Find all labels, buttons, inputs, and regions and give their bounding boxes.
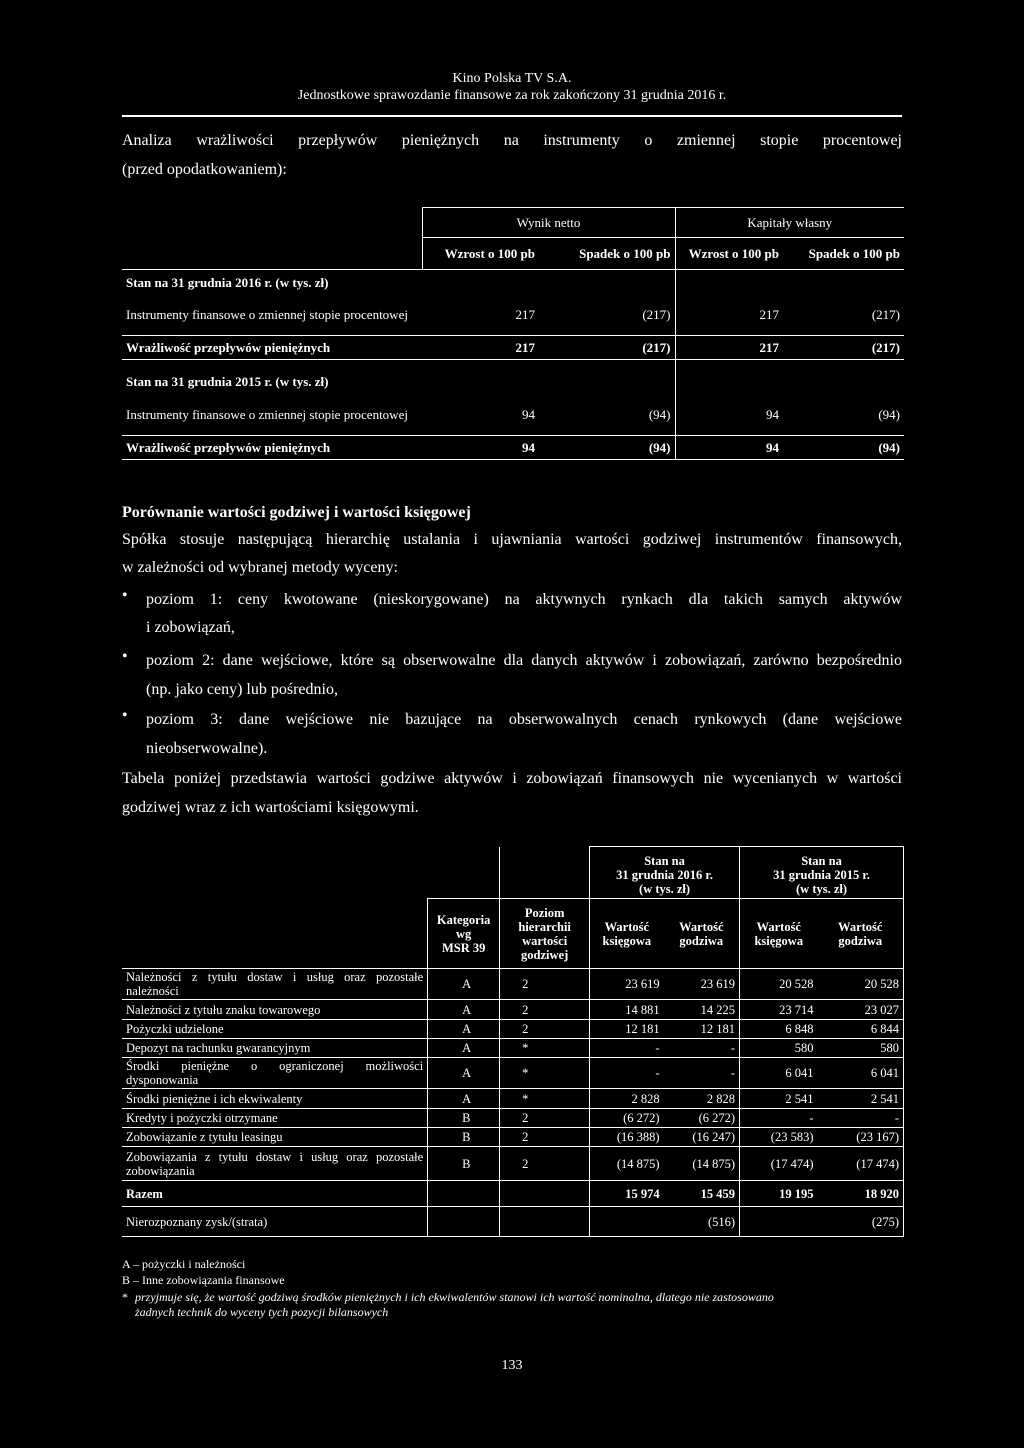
category-header: Kategoria wg MSR 39 xyxy=(428,899,500,969)
section-title-row xyxy=(122,368,904,396)
book-value-header: Wartość księgowa xyxy=(740,899,818,969)
total-value: 94 xyxy=(675,436,783,460)
bullet-item-3: poziom 3: dane wejściowe nie bazujące na obserwowalnych cenach rynkowych (dane wejściowe xyxy=(146,711,902,728)
value-cell: (217) xyxy=(539,296,675,336)
footnote-a: A – pożyczki i należności xyxy=(122,1257,246,1271)
bullet-item-1: poziom 1: ceny kwotowane (nieskorygowane) na aktywnych rynkach dla takich samych aktywów xyxy=(146,591,902,608)
row-label: Instrumenty finansowe o zmiennej stopie procentowej xyxy=(122,296,422,336)
row-label: Instrumenty finansowe o zmiennej stopie procentowej xyxy=(122,396,422,436)
group-result-header: Wynik netto xyxy=(422,208,675,238)
col-header: Wzrost o 100 pb xyxy=(688,245,779,261)
total-label: Wrażliwość przepływów pieniężnych xyxy=(122,336,422,360)
fair-value-para1-line2: w zależności od wybranej metody wyceny: xyxy=(122,559,398,576)
period-2015-header: Stan na 31 grudnia 2015 r. (w tys. zł) xyxy=(740,847,904,899)
table-row: Środki pieniężne i ich ekwiwalenty A * 2 828 2 828 2 541 2 541 xyxy=(122,1089,904,1109)
total-row xyxy=(122,436,904,460)
sensitivity-intro-line1: Analiza wrażliwości przepływów pieniężnych na instrumenty o zmiennej stopie procentowej xyxy=(122,132,902,149)
bullet-mark: • xyxy=(122,648,128,665)
fv-col-header-row xyxy=(122,899,904,969)
sensitivity-intro-line2: (przed opodatkowaniem): xyxy=(122,161,287,178)
value-cell: 94 xyxy=(675,396,783,436)
total-value: (217) xyxy=(539,336,675,360)
total-value: (217) xyxy=(783,336,904,360)
table-row: Środki pieniężne o ograniczonej możliwości dysponowania A * - - 6 041 6 041 xyxy=(122,1058,904,1089)
bullet-item-2-cont: (np. jako ceny) lub pośrednio, xyxy=(146,681,338,698)
section-title: Stan na 31 grudnia 2015 r. (w tys. zł) xyxy=(126,373,329,389)
table-row: Pożyczki udzielone A 2 12 181 12 181 6 848 6 844 xyxy=(122,1020,904,1039)
total-value: 217 xyxy=(675,336,783,360)
value-cell: (217) xyxy=(783,296,904,336)
table-row: Należności z tytułu dostaw i usług oraz pozostałe należności A 2 23 619 23 619 20 528 20 528 xyxy=(122,969,904,1000)
section-title-row xyxy=(122,270,904,296)
bullet-mark: • xyxy=(122,707,128,724)
report-title: Jednostkowe sprawozdanie finansowe za rok zakończony 31 grudnia 2016 r. xyxy=(297,88,727,103)
instrument-row xyxy=(122,296,904,336)
unrecognized-row: Nierozpoznany zysk/(strata) (516) (275) xyxy=(122,1207,904,1237)
table-row: Należności z tytułu znaku towarowego A 2 14 881 14 225 23 714 23 027 xyxy=(122,1000,904,1020)
table-row: Zobowiązania z tytułu dostaw i usług oraz pozostałe zobowiązania B 2 (14 875) (14 875) (17 474) (17 474) xyxy=(122,1147,904,1181)
page-header xyxy=(0,70,1024,104)
table-row: Depozyt na rachunku gwarancyjnym A * - - 580 580 xyxy=(122,1039,904,1058)
value-cell: (94) xyxy=(539,396,675,436)
value-cell: (94) xyxy=(783,396,904,436)
level-header: Poziom hierarchii wartości godziwej xyxy=(500,899,590,969)
footnote-star: przyjmuje się, że wartość godziwą środków pieniężnych i ich ekwiwalentów stanowi ich wartość nominalna, dlatego nie zastosowano żadnych technik do wyceny tych pozycji bilansowych xyxy=(135,1290,774,1319)
bullet-mark: • xyxy=(122,587,128,604)
table-row: Zobowiązanie z tytułu leasingu B 2 (16 388) (16 247) (23 583) (23 167) xyxy=(122,1128,904,1147)
sensitivity-group-header-row xyxy=(122,208,904,238)
total-row: Razem 15 974 15 459 19 195 18 920 xyxy=(122,1181,904,1207)
total-value: 94 xyxy=(422,436,539,460)
table-row: Kredyty i pożyczki otrzymane B 2 (6 272) (6 272) - - xyxy=(122,1109,904,1128)
fair-value-header: Wartość godziwa xyxy=(664,899,740,969)
sensitivity-col-header-row xyxy=(122,238,904,270)
book-value-header: Wartość księgowa xyxy=(590,899,664,969)
bullet-item-1-cont: i zobowiązań, xyxy=(146,619,235,636)
footnote-star-mark: * xyxy=(122,1290,128,1304)
footnote-b: B – Inne zobowiązania finansowe xyxy=(122,1273,285,1287)
group-equity-header: Kapitały własny xyxy=(675,208,904,238)
total-value: (94) xyxy=(539,436,675,460)
period-2016-header: Stan na 31 grudnia 2016 r. (w tys. zł) xyxy=(590,847,740,899)
header-rule xyxy=(122,115,902,117)
total-value: 217 xyxy=(422,336,539,360)
value-cell: 217 xyxy=(422,296,539,336)
fair-value-table xyxy=(122,846,904,1237)
company-name: Kino Polska TV S.A. xyxy=(452,71,572,86)
total-row xyxy=(122,336,904,360)
sensitivity-table xyxy=(122,207,904,460)
fair-value-heading: Porównanie wartości godziwej i wartości księgowej xyxy=(122,504,471,521)
page-number: 133 xyxy=(501,1358,523,1373)
col-header: Spadek o 100 pb xyxy=(808,245,900,261)
bullet-item-3-cont: nieobserwowalne). xyxy=(146,740,268,757)
total-value: (94) xyxy=(783,436,904,460)
col-header: Wzrost o 100 pb xyxy=(444,245,535,261)
fair-value-para2-line2: godziwej wraz z ich wartościami księgowymi. xyxy=(122,799,419,816)
fair-value-para1-line1: Spółka stosuje następującą hierarchię ustalania i ujawniania wartości godziwej instrumentów finansowych, xyxy=(122,531,902,548)
bullet-item-2: poziom 2: dane wejściowe, które są obserwowalne dla danych aktywów i zobowiązań, zarówno bezpośrednio xyxy=(146,652,902,669)
col-header: Spadek o 100 pb xyxy=(539,238,675,270)
fv-period-header-row xyxy=(122,847,904,899)
instrument-row xyxy=(122,396,904,436)
fair-value-header: Wartość godziwa xyxy=(818,899,904,969)
section-title: Stan na 31 grudnia 2016 r. (w tys. zł) xyxy=(122,270,422,296)
value-cell: 217 xyxy=(675,296,783,336)
total-label: Wrażliwość przepływów pieniężnych xyxy=(122,436,422,460)
value-cell: 94 xyxy=(422,396,539,436)
fair-value-para2-line1: Tabela poniżej przedstawia wartości godziwe aktywów i zobowiązań finansowych nie wycenianych w wartości xyxy=(122,770,902,787)
